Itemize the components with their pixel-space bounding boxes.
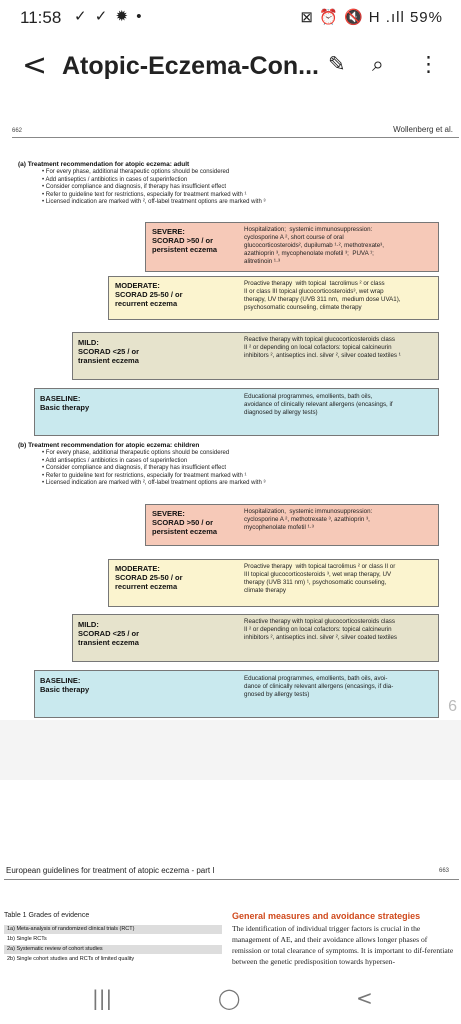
table-row: 1a) Meta-analysis of randomized clinical trials (RCT) xyxy=(4,925,222,934)
table-row: 2a) Systematic review of cohort studies xyxy=(4,945,222,954)
document-title: Atopic-Eczema-Con... xyxy=(62,52,319,80)
search-icon[interactable]: ⌕ xyxy=(372,52,384,76)
body-text: The identification of individual trigger factors is crucial in the management of AE, and their avoidance allows longer phases of remission or total clearance of symptoms. It is important to dif-ferentiate between the genetic predisposition towards hypersen- xyxy=(232,924,454,966)
back-icon[interactable]: < xyxy=(356,986,373,1010)
bullet-item: • Add antiseptics / antibiotics in cases of superinfection xyxy=(42,177,265,185)
children-bullets xyxy=(42,450,265,488)
therapy-description: Educational programmes, emollients, bath oils, avoidance of clinically relevant allergens (encasings, if diagnosed by allergy tests) xyxy=(244,393,393,416)
child-severe-box xyxy=(145,504,439,546)
severity-label: MODERATE: SCORAD 25-50 / or recurrent eczema xyxy=(115,281,183,308)
therapy-description: Hospitalization; systemic immunosuppression: cyclosporine A ², short course of oral glucocorticosteroids², dupilumab ¹·², methotrexate³, azathioprin ³, mycophenolate mofetil ³; PUVA ¹; alitretinoin ¹·³ xyxy=(244,226,384,265)
therapy-description: Reactive therapy with topical glucocorticosteroids class II ² or depending on local cofactors: topical calcineurin inhibitors ², antiseptics incl. silver ², silver coated textiles ¹ xyxy=(244,336,401,359)
pdf-page-663[interactable] xyxy=(0,780,461,980)
therapy-description: Proactive therapy with topical tacrolimus ² or class II or class III topical glucocorticosteroids³, wet wrap therapy, UV therapy (UVB 311 nm, medium dose UVA1), psychosomatic counseling, climate therapy xyxy=(244,280,401,311)
children-heading: (b) Treatment recommendation for atopic eczema: children xyxy=(18,442,200,449)
adult-bullets xyxy=(42,169,265,207)
therapy-description: Hospitalization, systemic immunosuppression: cyclosporine A ², methotrexate ³, azathioprin ³, mycophenolate mofetil ¹·³ xyxy=(244,508,373,531)
page-number: 663 xyxy=(438,868,449,874)
pdf-page-662[interactable] xyxy=(0,98,461,798)
recent-apps-icon[interactable]: ||| xyxy=(92,986,113,1010)
adult-mild-box xyxy=(72,332,439,380)
severity-label: SEVERE: SCORAD >50 / or persistent eczema xyxy=(152,227,218,254)
running-head: European guidelines for treatment of atopic eczema - part I xyxy=(6,866,215,875)
system-icons: ⊠ ⏰ 🔇 H .ıll 59% xyxy=(300,9,443,26)
severity-label: MILD: SCORAD <25 / or transient eczema xyxy=(78,620,140,647)
severity-label: SEVERE: SCORAD >50 / or persistent eczema xyxy=(152,509,218,536)
bullet-item: • For every phase, additional therapeutic options should be considered xyxy=(42,169,265,177)
page-gap xyxy=(0,720,461,780)
child-moderate-box xyxy=(108,559,439,607)
table-row: 1b) Single RCTs xyxy=(7,936,47,942)
severity-label: BASELINE: Basic therapy xyxy=(40,394,90,412)
bullet-item: • Refer to guideline text for restrictions, especially for treatment marked with ¹ xyxy=(42,192,265,200)
edit-icon[interactable]: ✎ xyxy=(328,52,346,76)
severity-label: MILD: SCORAD <25 / or transient eczema xyxy=(78,338,140,365)
app-bar xyxy=(0,36,461,98)
therapy-description: Proactive therapy with topical tacrolimus ² or class II or III topical glucocorticosteroids ³, wet wrap therapy, UV therapy (UVB 311 nm) ¹, psychosomatic counseling, climate therapy xyxy=(244,563,396,594)
table-title: Table 1 Grades of evidence xyxy=(4,912,90,919)
header-rule xyxy=(4,879,459,880)
page-indicator: 6 xyxy=(448,698,457,715)
navigation-bar xyxy=(0,980,461,1024)
notification-icons: ✓ ✓ ✹ • xyxy=(74,8,144,25)
bullet-item: • Add antiseptics / antibiotics in cases of superinfection xyxy=(42,458,265,466)
adult-severe-box xyxy=(145,222,439,272)
bullet-item: • Consider compliance and diagnosis, if therapy has insufficient effect xyxy=(42,465,265,473)
bullet-item: • For every phase, additional therapeutic options should be considered xyxy=(42,450,265,458)
back-arrow-icon[interactable]: < xyxy=(22,48,48,83)
page-number: 662 xyxy=(12,128,23,134)
therapy-description: Reactive therapy with topical glucocorticosteroids class II ² or depending on local cofactors: topical calcineurin inhibitors ², antiseptics incl. silver ², silver coated textiles xyxy=(244,618,398,641)
severity-label: BASELINE: Basic therapy xyxy=(40,676,90,694)
child-mild-box xyxy=(72,614,439,662)
section-title: General measures and avoidance strategies xyxy=(232,911,421,921)
status-bar xyxy=(0,0,461,36)
status-time: 11:58 xyxy=(20,8,62,27)
child-baseline-box xyxy=(34,670,439,718)
table-row: 2b) Single cohort studies and RCTs of limited quality xyxy=(7,956,135,962)
bullet-item: • Consider compliance and diagnosis, if therapy has insufficient effect xyxy=(42,184,265,192)
adult-moderate-box xyxy=(108,276,439,320)
adult-baseline-box xyxy=(34,388,439,436)
therapy-description: Educational programmes, emollients, bath oils, avoi- dance of clinically relevant allergens (encasings, if dia- gnosed by allergy tests) xyxy=(244,675,394,698)
home-icon[interactable]: ◯ xyxy=(218,986,241,1010)
header-rule xyxy=(12,137,459,138)
author-header: Wollenberg et al. xyxy=(393,125,453,134)
adult-heading: (a) Treatment recommendation for atopic eczema: adult xyxy=(18,161,190,168)
more-options-icon[interactable]: ⋮ xyxy=(418,52,439,76)
bullet-item: • Licensed indication are marked with ², off-label treatment options are marked with ³ xyxy=(42,480,265,488)
severity-label: MODERATE: SCORAD 25-50 / or recurrent eczema xyxy=(115,564,183,591)
bullet-item: • Licensed indication are marked with ², off-label treatment options are marked with ³ xyxy=(42,199,265,207)
bullet-item: • Refer to guideline text for restrictions, especially for treatment marked with ¹ xyxy=(42,473,265,481)
